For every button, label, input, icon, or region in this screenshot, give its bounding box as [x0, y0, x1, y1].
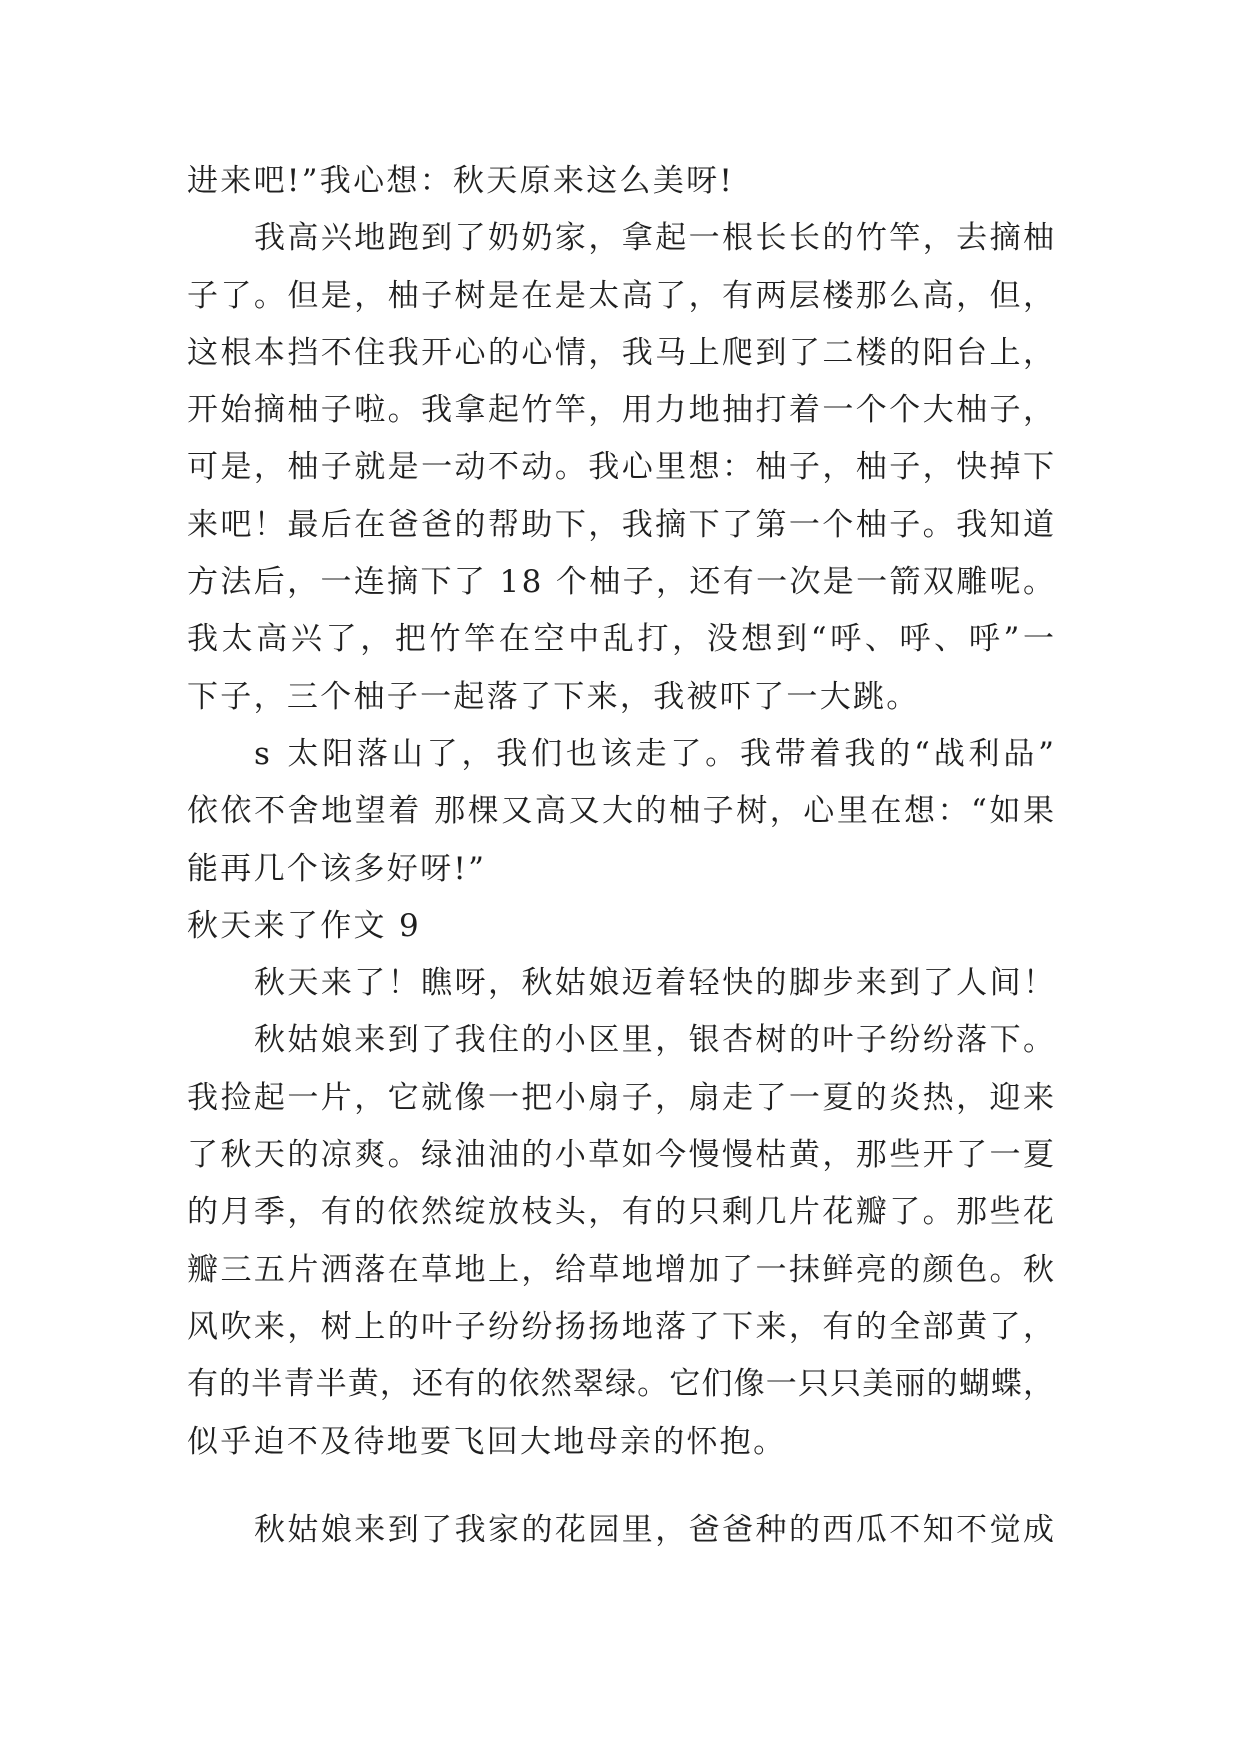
text-line: 进来吧!”我心想：秋天原来这么美呀!: [187, 163, 735, 199]
text-line: 的月季，有的依然绽放枝头，有的只剩几片花瓣了。那些花: [187, 1194, 1057, 1231]
text-line: 我高兴地跑到了奶奶家，拿起一根长长的竹竿，去摘柚: [254, 220, 1057, 257]
text-line: 下子，三个柚子一起落了下来，我被吓了一大跳。: [187, 678, 920, 715]
essay-title: 秋天来了作文 9: [187, 907, 421, 944]
text-line: 似乎迫不及待地要飞回大地母亲的怀抱。: [187, 1423, 787, 1460]
text-line: 方法后，一连摘下了 18 个柚子，还有一次是一箭双雕呢。: [187, 564, 1057, 601]
text-line: 可是，柚子就是一动不动。我心里想：柚子，柚子，快掉下: [187, 449, 1057, 486]
text-line: 秋姑娘来到了我家的花园里，爸爸种的西瓜不知不觉成: [254, 1511, 1057, 1548]
paragraph: [187, 1502, 1057, 1559]
paragraph: [187, 726, 1058, 898]
text-line: 子了。但是，柚子树是在是太高了，有两层楼那么高，但，: [187, 277, 1057, 314]
text-line: s 太阳落山了，我们也该走了。我带着我的“战利品”: [254, 735, 1058, 772]
text-line: 来吧！最后在爸爸的帮助下，我摘下了第一个柚子。我知道: [187, 506, 1057, 543]
text-line: 这根本挡不住我开心的心情，我马上爬到了二楼的阳台上，: [187, 334, 1057, 371]
paragraph: [187, 955, 1057, 1012]
text-line: 我捡起一片，它就像一把小扇子，扇走了一夏的炎热，迎来: [187, 1079, 1057, 1116]
text-line: 秋姑娘来到了我住的小区里，银杏树的叶子纷纷落下。: [254, 1022, 1057, 1059]
paragraph: [187, 1012, 1057, 1470]
text-line: 风吹来，树上的叶子纷纷扬扬地落了下来，有的全部黄了，: [187, 1308, 1057, 1345]
text-line: 依依不舍地望着 那棵又高又大的柚子树，心里在想：“如果: [187, 793, 1057, 830]
paragraph: [187, 153, 1054, 210]
text-line: 秋天来了！瞧呀，秋姑娘迈着轻快的脚步来到了人间！: [254, 965, 1057, 1002]
text-line: 开始摘柚子啦。我拿起竹竿，用力地抽打着一个个大柚子，: [187, 392, 1057, 429]
text-line: 瓣三五片洒落在草地上，给草地增加了一抹鲜亮的颜色。秋: [187, 1251, 1057, 1288]
text-line: 我太高兴了，把竹竿在空中乱打，没想到“呼、呼、呼”一: [187, 621, 1058, 658]
document-body: [187, 153, 1058, 1559]
text-line: 有的半青半黄，还有的依然翠绿。它们像一只只美丽的蝴蝶，: [187, 1366, 1056, 1403]
text-line: 了秋天的凉爽。绿油油的小草如今慢慢枯黄，那些开了一夏: [187, 1137, 1057, 1174]
text-line: 能再几个该多好呀!”: [187, 850, 487, 887]
paragraph: [187, 210, 1058, 726]
